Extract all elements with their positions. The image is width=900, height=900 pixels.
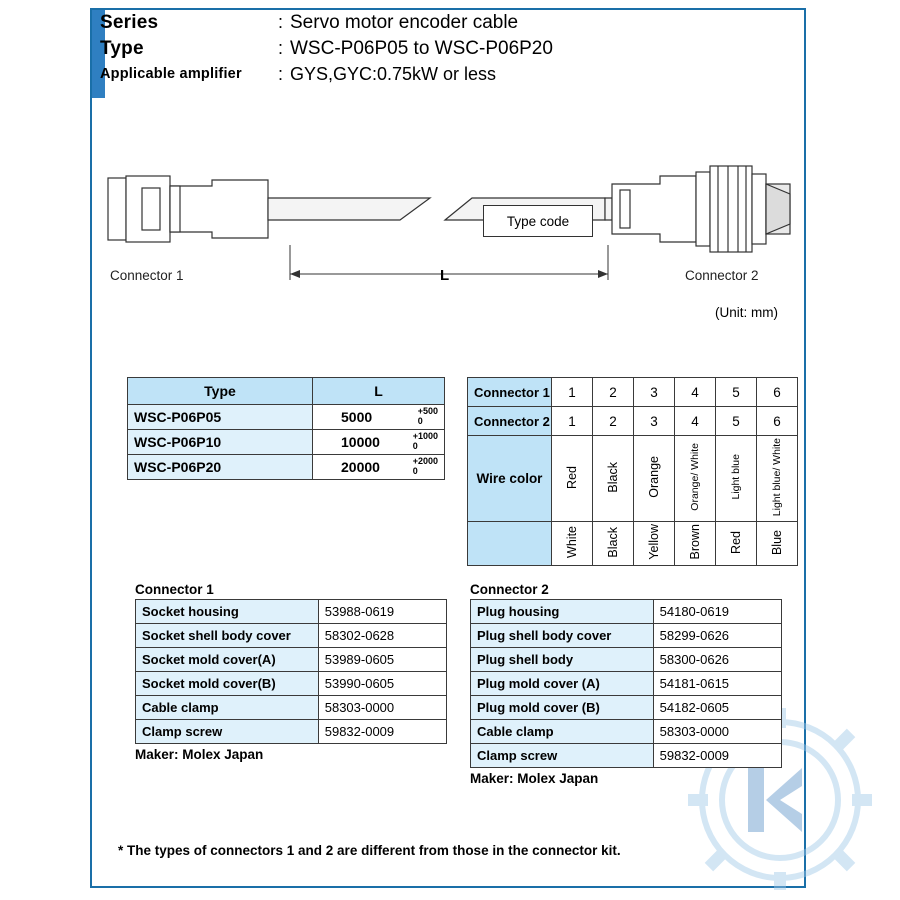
- table-row: [471, 720, 782, 744]
- part-code: 58302-0628: [318, 624, 446, 648]
- tolerance: [413, 456, 438, 476]
- amplifier-value: GYS,GYC:0.75kW or less: [290, 64, 497, 84]
- wire-color-cell: [634, 436, 675, 522]
- cable-drawing: [100, 150, 800, 330]
- table-row: [471, 648, 782, 672]
- length-value: 5000: [341, 409, 373, 425]
- connector2-maker: Maker: Molex Japan: [470, 771, 599, 786]
- wire-color-spacer: [468, 522, 552, 566]
- wire-color-bottom: Yellow: [647, 524, 661, 560]
- amplifier-label: Applicable amplifier: [100, 66, 242, 82]
- part-name: Clamp screw: [136, 720, 319, 744]
- connector1-parts-block: [135, 582, 447, 762]
- tolerance: [413, 431, 438, 451]
- part-code: 58299-0626: [653, 624, 781, 648]
- wire-color-cell: [552, 522, 593, 566]
- wire-color-bottom: Black: [606, 526, 620, 558]
- series-value: Servo motor encoder cable: [290, 12, 519, 33]
- length-dimension-label: L: [440, 267, 450, 284]
- part-code: 58303-0000: [653, 720, 781, 744]
- part-name: Socket mold cover(B): [136, 672, 319, 696]
- unit-note: (Unit: mm): [715, 305, 778, 320]
- type-cell: WSC-P06P10: [128, 430, 313, 455]
- table-row: [471, 696, 782, 720]
- type-length-table: [127, 377, 445, 480]
- part-code: 59832-0009: [653, 744, 781, 768]
- footnote: * The types of connectors 1 and 2 are different from those in the connector kit.: [118, 843, 621, 858]
- type-cell: WSC-P06P20: [128, 455, 313, 480]
- wire-color-cell: [757, 522, 798, 566]
- table-row: [136, 624, 447, 648]
- amplifier-colon: :: [278, 64, 284, 84]
- part-code: 54180-0619: [653, 600, 781, 624]
- drawing-connector1-label: Connector 1: [110, 268, 184, 283]
- pin-cell: 6: [757, 407, 798, 436]
- table-row: [136, 600, 447, 624]
- pin-cell: 2: [593, 407, 634, 436]
- table-row: [468, 378, 798, 407]
- wire-color-cell: [593, 436, 634, 522]
- part-name: Cable clamp: [471, 720, 654, 744]
- connector1-maker: Maker: Molex Japan: [135, 747, 264, 762]
- type-label: Type: [100, 38, 144, 59]
- type-row: [100, 38, 800, 60]
- wire-color-top: Black: [606, 461, 620, 493]
- part-code: 53990-0605: [318, 672, 446, 696]
- type-colon: :: [278, 38, 284, 58]
- wire-color-bottom: Red: [729, 530, 743, 554]
- table-row: [136, 696, 447, 720]
- type-code-text: Type code: [506, 213, 570, 229]
- wire-color-cell: [675, 436, 716, 522]
- length-cell: [313, 455, 445, 480]
- type-cell: WSC-P06P05: [128, 405, 313, 430]
- part-code: 53989-0605: [318, 648, 446, 672]
- type-code-callout: [483, 205, 593, 237]
- part-code: 54181-0615: [653, 672, 781, 696]
- part-name: Plug shell body cover: [471, 624, 654, 648]
- pin-cell: 6: [757, 378, 798, 407]
- part-name: Plug shell body: [471, 648, 654, 672]
- tolerance: [418, 406, 438, 426]
- header-block: [100, 12, 800, 89]
- wire-color-top: Orange: [647, 456, 661, 498]
- table-row: [128, 405, 445, 430]
- part-name: Socket mold cover(A): [136, 648, 319, 672]
- pin-assignment-table: [467, 377, 798, 566]
- wire-color-cell: [675, 522, 716, 566]
- length-value: 10000: [341, 434, 380, 450]
- connector1-parts-title: Connector 1: [135, 582, 214, 597]
- part-name: Plug housing: [471, 600, 654, 624]
- series-label: Series: [100, 12, 159, 33]
- pin-cell: 1: [552, 407, 593, 436]
- table-row: [471, 600, 782, 624]
- row-header-wire-color: Wire color: [468, 436, 552, 522]
- length-cell: [313, 430, 445, 455]
- drawing-connector2-label: Connector 2: [685, 268, 759, 283]
- connector2-parts-title: Connector 2: [470, 582, 549, 597]
- table-row: [468, 436, 798, 522]
- part-code: 59832-0009: [318, 720, 446, 744]
- wire-color-cell: [593, 522, 634, 566]
- tolerance-minus: 0: [412, 441, 418, 451]
- pin-cell: 5: [716, 378, 757, 407]
- tolerance-plus: +1000: [412, 431, 438, 441]
- table-row: [468, 522, 798, 566]
- table-row: [128, 430, 445, 455]
- series-colon: :: [278, 12, 284, 32]
- row-header-connector1: Connector 1: [468, 378, 552, 407]
- table-row: [471, 624, 782, 648]
- wire-color-bottom: White: [565, 526, 579, 559]
- wire-color-top: Light blue/ White: [771, 438, 783, 517]
- wire-color-top: Red: [565, 465, 579, 489]
- pin-cell: 3: [634, 407, 675, 436]
- table-header-row: [128, 378, 445, 405]
- col-header-type: Type: [128, 378, 313, 405]
- tolerance-plus: +2000: [412, 456, 438, 466]
- wire-color-bottom: Brown: [688, 524, 702, 560]
- wire-color-bottom: Blue: [770, 529, 784, 555]
- table-row: [471, 672, 782, 696]
- table-row: [471, 744, 782, 768]
- wire-color-top: Orange/ White: [689, 443, 701, 511]
- part-code: 53988-0619: [318, 600, 446, 624]
- part-name: Plug mold cover (A): [471, 672, 654, 696]
- tolerance-minus: 0: [412, 466, 418, 476]
- wire-color-cell: [634, 522, 675, 566]
- part-name: Cable clamp: [136, 696, 319, 720]
- row-header-connector2: Connector 2: [468, 407, 552, 436]
- pin-cell: 5: [716, 407, 757, 436]
- length-cell: [313, 405, 445, 430]
- wire-color-cell: [757, 436, 798, 522]
- wire-color-cell: [716, 436, 757, 522]
- table-row: [136, 672, 447, 696]
- wire-color-cell: [716, 522, 757, 566]
- tolerance-minus: 0: [417, 416, 423, 426]
- wire-color-top: Light blue: [730, 454, 742, 500]
- table-row: [128, 455, 445, 480]
- pin-cell: 1: [552, 378, 593, 407]
- table-row: [136, 648, 447, 672]
- table-row: [136, 720, 447, 744]
- amplifier-row: [100, 64, 800, 85]
- part-code: 58300-0626: [653, 648, 781, 672]
- part-code: 54182-0605: [653, 696, 781, 720]
- series-row: [100, 12, 800, 34]
- wire-color-cell: [552, 436, 593, 522]
- table-row: [468, 407, 798, 436]
- part-name: Socket shell body cover: [136, 624, 319, 648]
- tolerance-plus: +500: [417, 406, 438, 416]
- col-header-length: L: [313, 378, 445, 405]
- pin-cell: 4: [675, 407, 716, 436]
- part-code: 58303-0000: [318, 696, 446, 720]
- pin-cell: 3: [634, 378, 675, 407]
- part-name: Plug mold cover (B): [471, 696, 654, 720]
- connector2-parts-block: [470, 582, 782, 786]
- pin-cell: 4: [675, 378, 716, 407]
- type-value: WSC-P06P05 to WSC-P06P20: [290, 38, 553, 59]
- length-value: 20000: [341, 459, 380, 475]
- part-name: Socket housing: [136, 600, 319, 624]
- pin-cell: 2: [593, 378, 634, 407]
- part-name: Clamp screw: [471, 744, 654, 768]
